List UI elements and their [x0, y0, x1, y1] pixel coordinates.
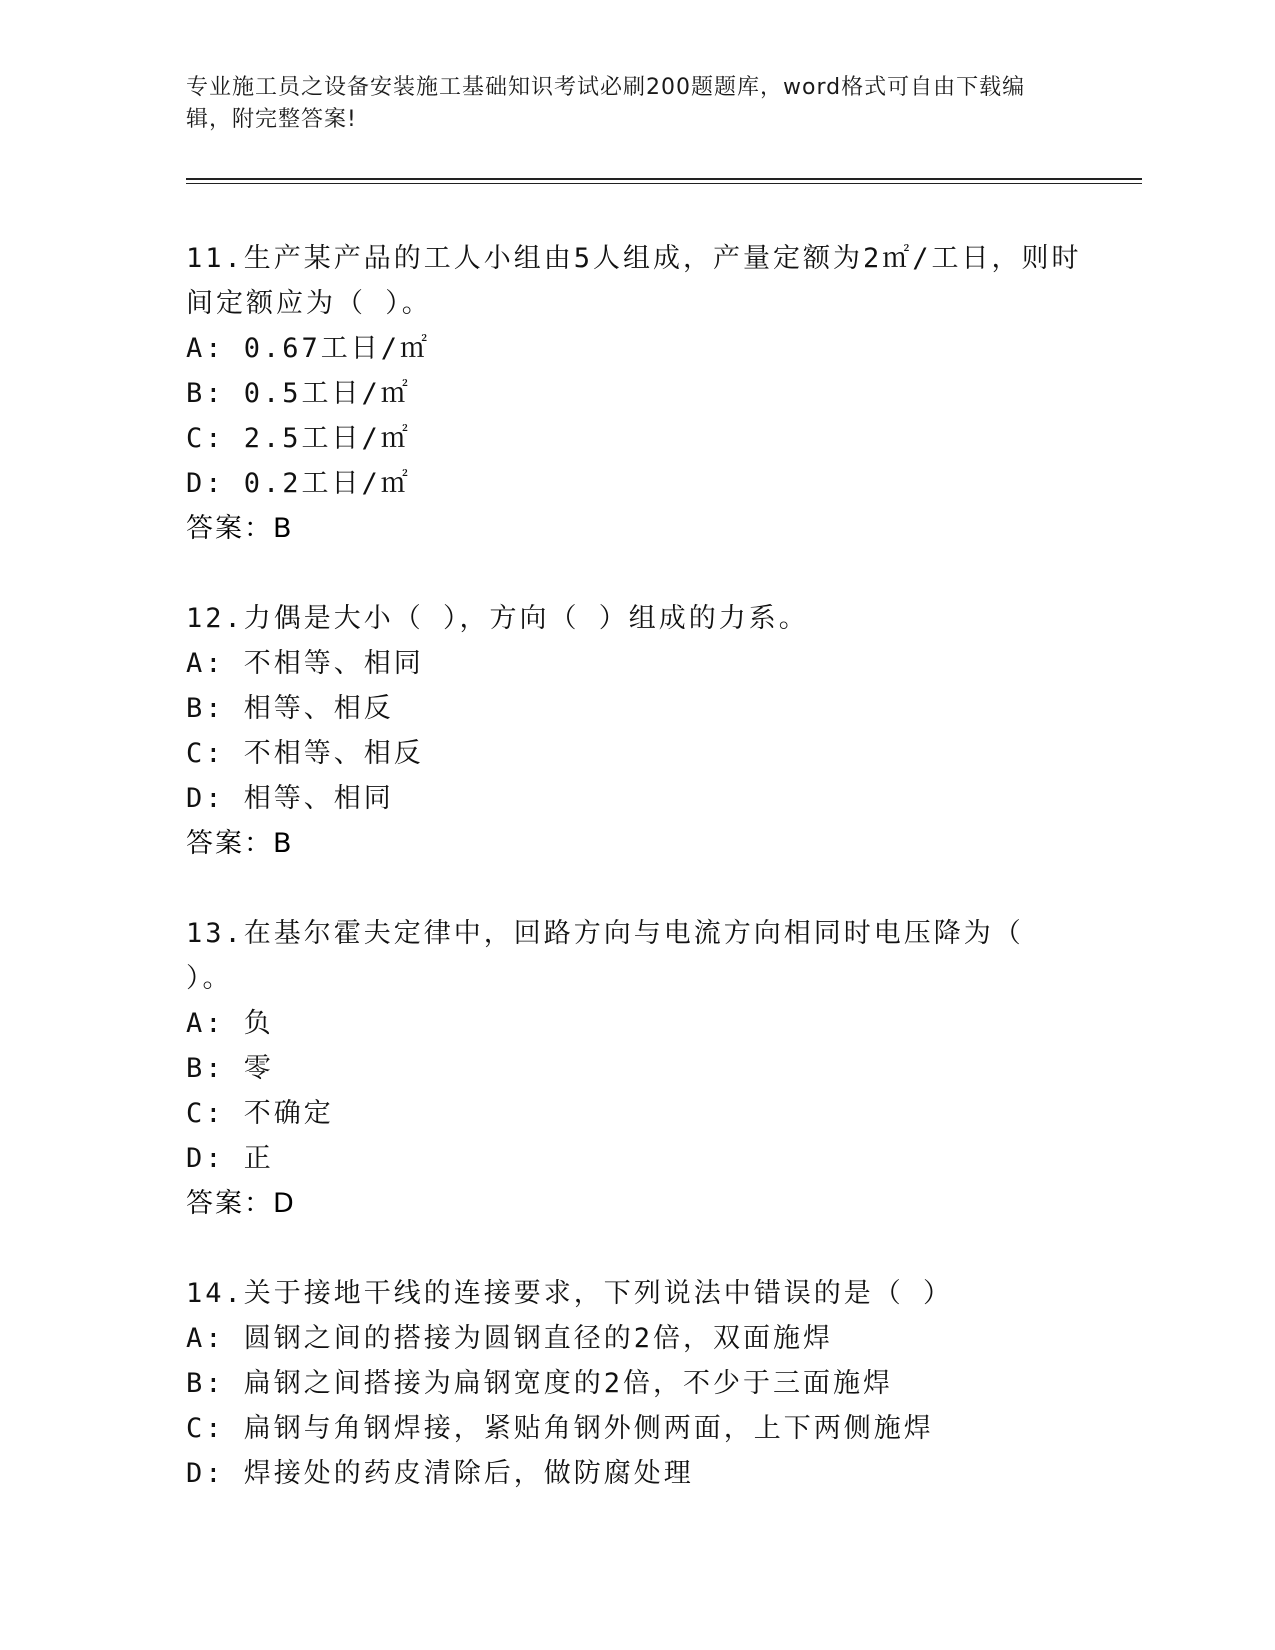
- option-d: D: 相等、相同: [186, 783, 394, 814]
- question-stem: 12.力偶是大小（ ），方向（ ）组成的力系。: [186, 603, 809, 634]
- answer-line: 答案：B: [186, 513, 294, 544]
- question-12: [186, 596, 1086, 866]
- question-stem: 11.生产某产品的工人小组由5人组成，产量定额为2㎡/工日，则时间定额应为（ ）。: [186, 243, 1082, 319]
- option-d: D: 0.2工日/㎡: [186, 468, 411, 499]
- option-a: A: 负: [186, 1008, 274, 1039]
- option-b: B: 零: [186, 1053, 274, 1084]
- option-b: B: 相等、相反: [186, 693, 394, 724]
- option-b: B: 0.5工日/㎡: [186, 378, 411, 409]
- header-divider-thin: [186, 183, 1142, 184]
- question-stem: 13.在基尔霍夫定律中，回路方向与电流方向相同时电压降为（ ）。: [186, 918, 1044, 994]
- option-c: C: 不相等、相反: [186, 738, 424, 769]
- question-13: [186, 911, 1086, 1226]
- header-divider-thick: [186, 178, 1142, 180]
- option-a: A: 圆钢之间的搭接为圆钢直径的2倍，双面施焊: [186, 1323, 834, 1354]
- option-d: D: 正: [186, 1143, 274, 1174]
- question-14: [186, 1271, 1086, 1496]
- question-list: [186, 236, 1086, 1541]
- option-a: A: 0.67工日/㎡: [186, 333, 431, 364]
- option-c: C: 扁钢与角钢焊接，紧贴角钢外侧两面，上下两侧施焊: [186, 1413, 934, 1444]
- option-b: B: 扁钢之间搭接为扁钢宽度的2倍，不少于三面施焊: [186, 1368, 894, 1399]
- answer-line: 答案：D: [186, 1188, 296, 1219]
- option-d: D: 焊接处的药皮清除后，做防腐处理: [186, 1458, 694, 1489]
- document-header: 专业施工员之设备安装施工基础知识考试必刷200题题库，word格式可自由下载编辑，附完整答案!: [186, 75, 1026, 132]
- option-c: C: 2.5工日/㎡: [186, 423, 411, 454]
- option-a: A: 不相等、相同: [186, 648, 424, 679]
- option-c: C: 不确定: [186, 1098, 334, 1129]
- question-11: [186, 236, 1086, 551]
- question-stem: 14.关于接地干线的连接要求，下列说法中错误的是（ ）: [186, 1278, 954, 1309]
- answer-line: 答案：B: [186, 828, 294, 859]
